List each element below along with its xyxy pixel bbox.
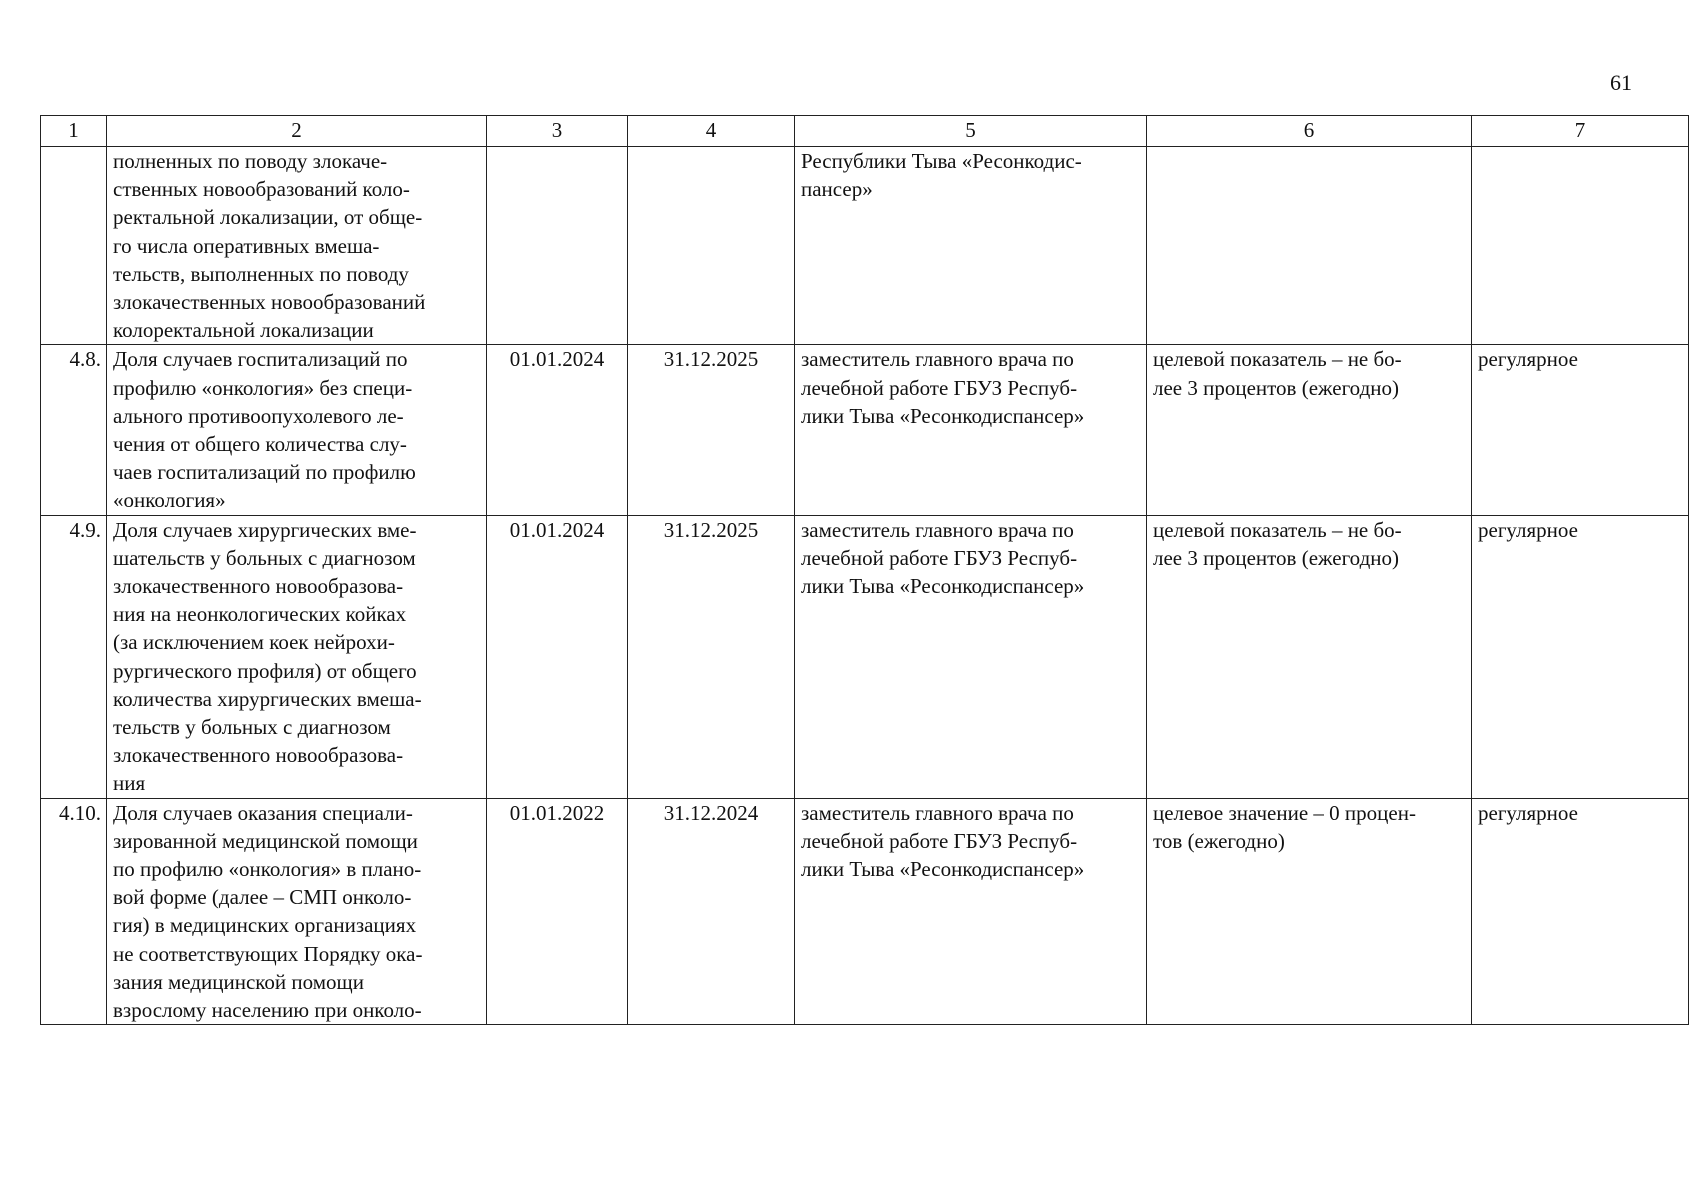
column-header: 6 [1147,116,1472,147]
table-header-row [41,116,1689,147]
row-indicator: целевой показатель – не бо- лее 3 процентов (ежегодно) [1147,515,1472,798]
row-type: регулярное [1472,798,1689,1025]
row-responsible: Республики Тыва «Ресонкодис- пансер» [795,147,1147,345]
row-number: 4.8. [41,345,107,515]
column-header: 2 [107,116,487,147]
table-row [41,345,1689,515]
row-responsible: заместитель главного врача по лечебной работе ГБУЗ Респуб- лики Тыва «Ресонкодиспансер» [795,798,1147,1025]
row-indicator: целевое значение – 0 процен- тов (ежегодно) [1147,798,1472,1025]
page-number: 61 [1610,70,1632,95]
row-type: регулярное [1472,345,1689,515]
row-responsible: заместитель главного врача по лечебной работе ГБУЗ Респуб- лики Тыва «Ресонкодиспансер» [795,345,1147,515]
row-description: Доля случаев хирургических вме- шательств у больных с диагнозом злокачественного новообразова- ния на неонкологических койках (за исключением коек нейрохи- рургического профиля) от общего количества хирургических вмеша- тельств у больных с диагнозом злокачественного новообразова- ния [107,515,487,798]
row-type [1472,147,1689,345]
row-type: регулярное [1472,515,1689,798]
row-description: полненных по поводу злокаче- ственных новообразований коло- ректальной локализации, от обще- го числа оперативных вмеша- тельств, выполненных по поводу злокачественных новообразований колоректальной локализации [107,147,487,345]
column-header: 3 [487,116,628,147]
row-end-date: 31.12.2025 [628,345,795,515]
row-responsible: заместитель главного врача по лечебной работе ГБУЗ Респуб- лики Тыва «Ресонкодиспансер» [795,515,1147,798]
column-header: 1 [41,116,107,147]
row-number: 4.9. [41,515,107,798]
row-indicator: целевой показатель – не бо- лее 3 процентов (ежегодно) [1147,345,1472,515]
row-description: Доля случаев оказания специали- зированной медицинской помощи по профилю «онкология» в плано- вой форме (далее – СМП онколо- гия) в медицинских организациях не соответствующих Порядку ока- зания медицинской помощи взрослому населению при онколо- [107,798,487,1025]
row-start-date: 01.01.2024 [487,515,628,798]
row-description: Доля случаев госпитализаций по профилю «онкология» без специ- ального противоопухолевого ле- чения от общего количества слу- чаев госпитализаций по профилю «онкология» [107,345,487,515]
row-end-date: 31.12.2024 [628,798,795,1025]
row-number [41,147,107,345]
row-start-date [487,147,628,345]
row-end-date: 31.12.2025 [628,515,795,798]
column-header: 5 [795,116,1147,147]
column-header: 4 [628,116,795,147]
measures-table [40,115,1689,1025]
row-end-date [628,147,795,345]
row-start-date: 01.01.2024 [487,345,628,515]
row-start-date: 01.01.2022 [487,798,628,1025]
row-number: 4.10. [41,798,107,1025]
table-row [41,798,1689,1025]
table-row [41,515,1689,798]
row-indicator [1147,147,1472,345]
table-row [41,147,1689,345]
column-header: 7 [1472,116,1689,147]
